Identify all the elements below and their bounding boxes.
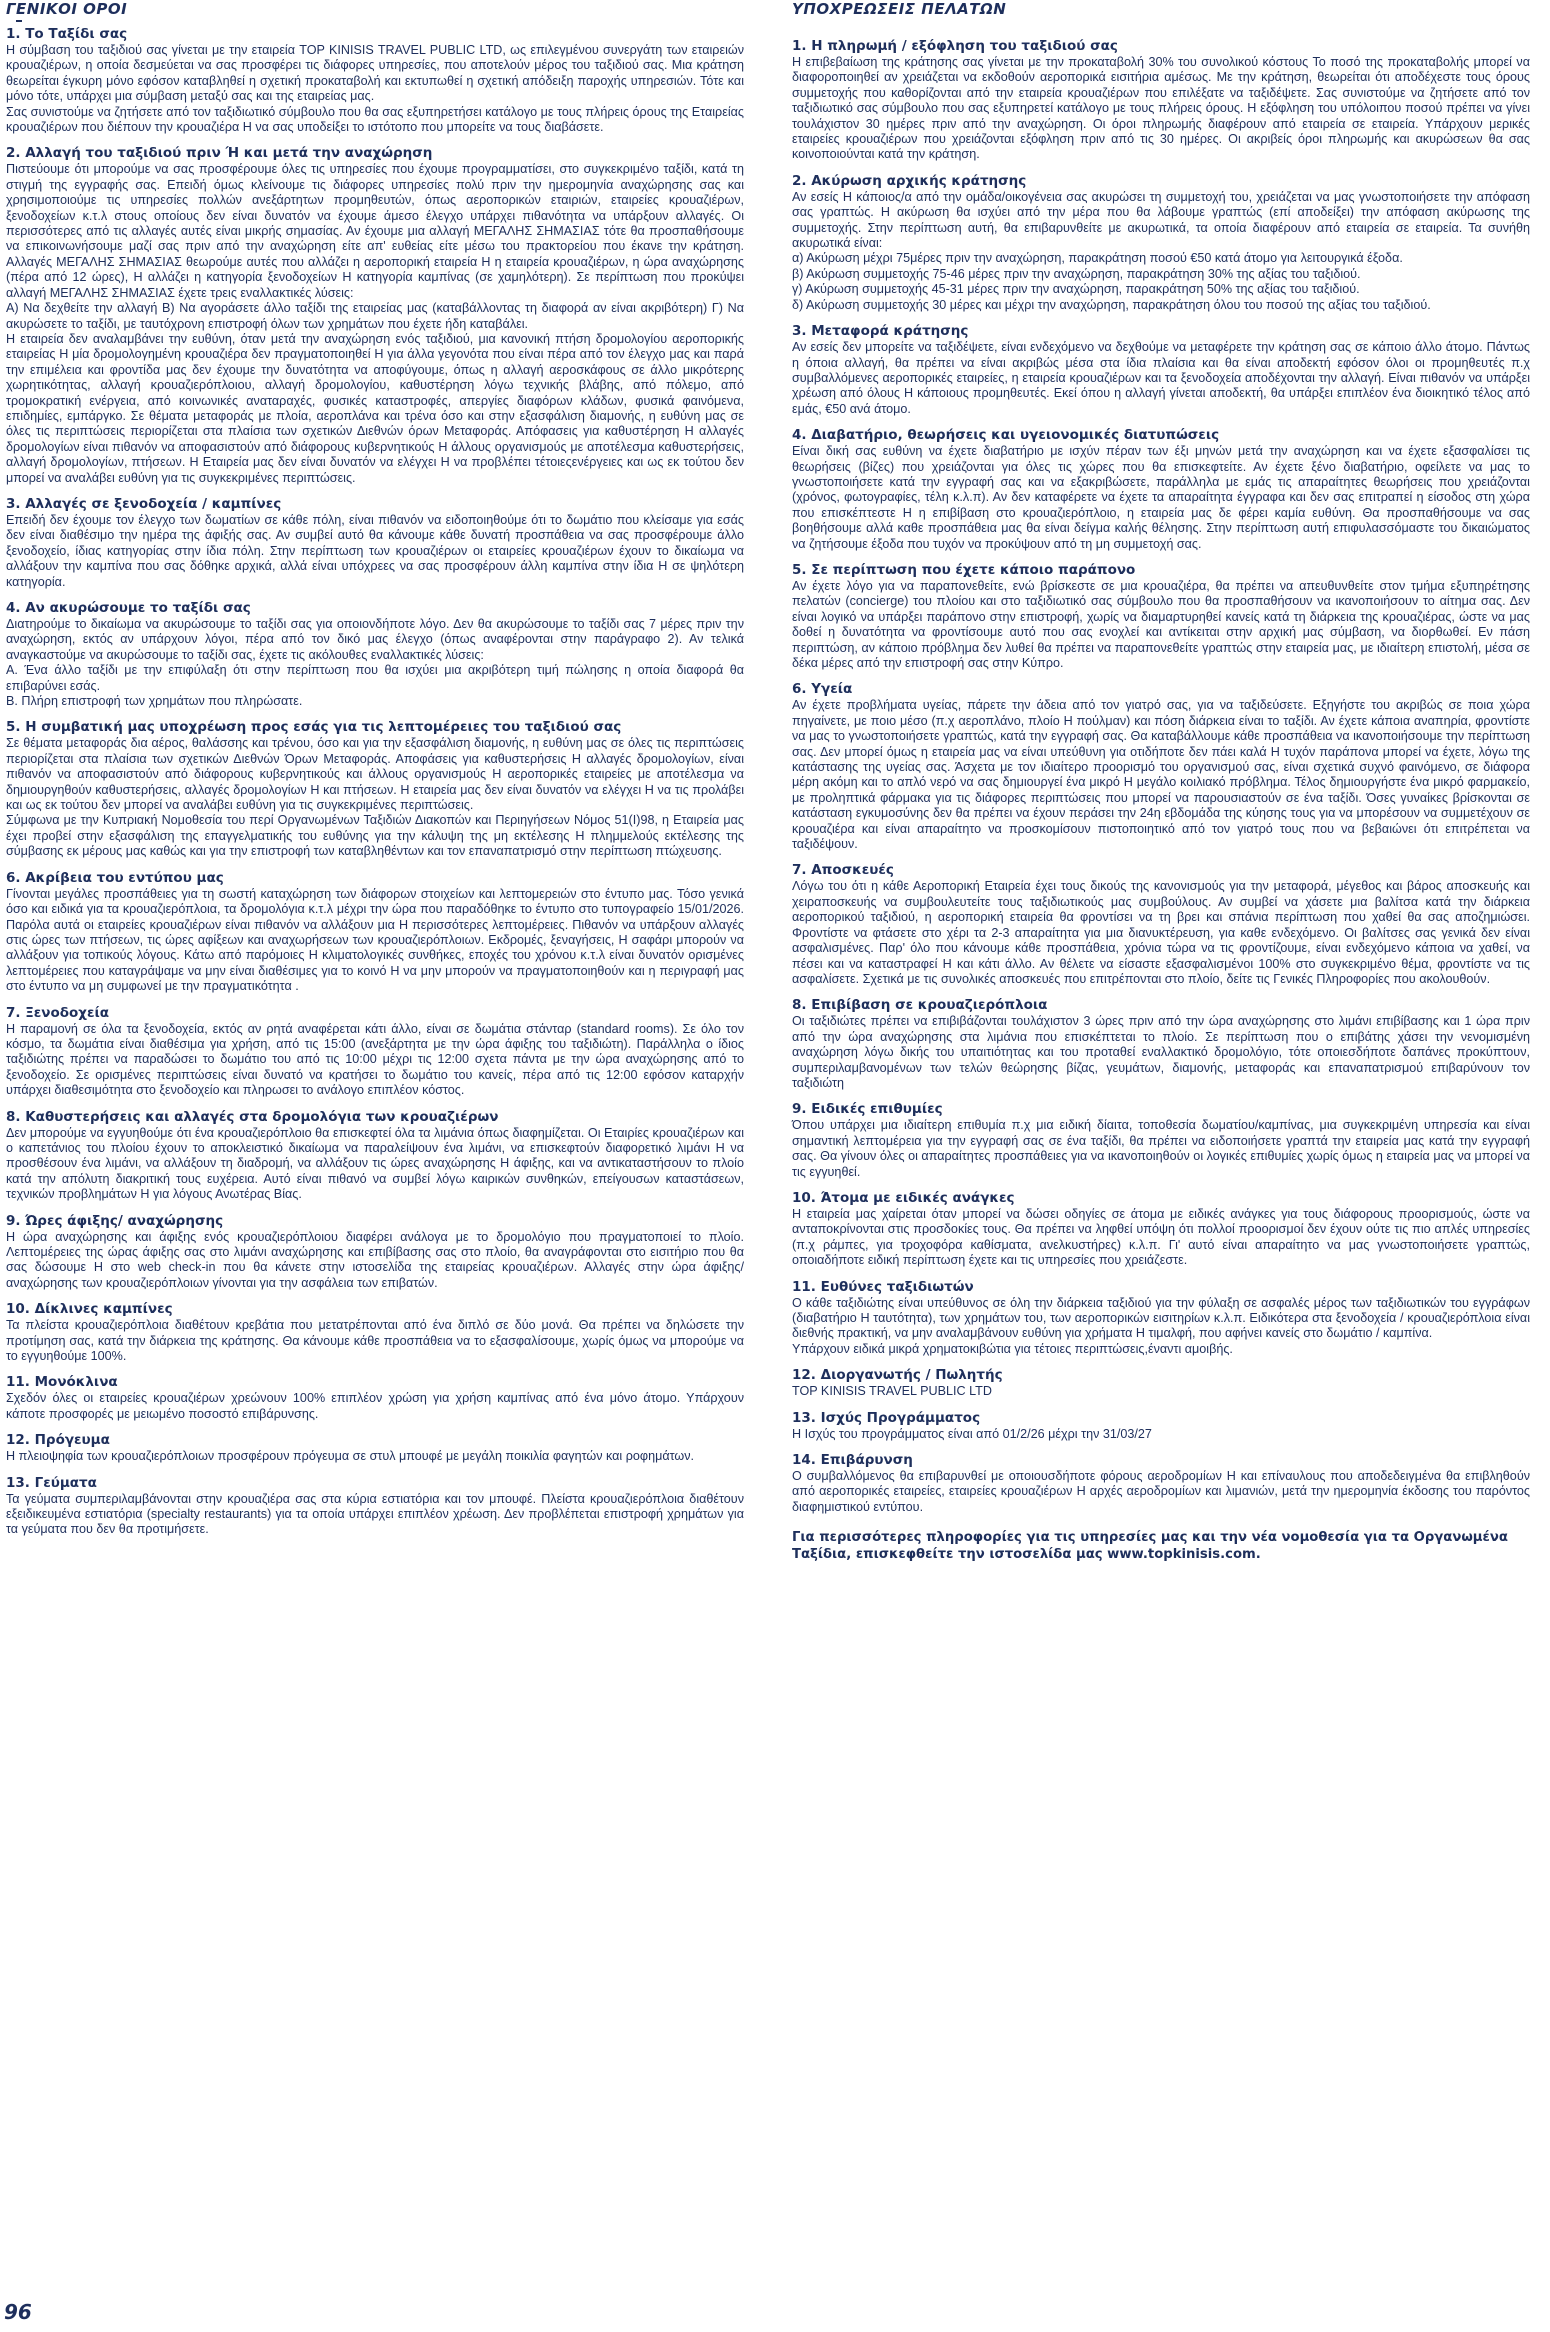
section-body: Η σύμβαση του ταξιδιού σας γίνεται με την εταιρεία TOP KINISIS TRAVEL PUBLIC LTD, ως επιλεγμένου συνεργάτη των εταιρειών κρουαζιέρων, η οποία δεσμεύεται να σας προσφέρει τις διάφορες υπηρεσίες, που αποτελούν μέρος του ταξιδιού σας. Μια κράτηση θεωρείται έγκυρη μόνο εφόσον καταβληθεί η σχετική προκαταβολή και εκτυπωθεί η σχετική απόδειξη παροχής υπηρεσιών. Τότε και μόνο τότε, υπάρχει μια σύμβαση μεταξύ σας και της εταιρείας μας. Σας συνιστούμε να ζητήσετε από τον ταξιδιωτικό σύμβουλο που θα σας εξυπηρετήσει κατάλογο με τους πλήρεις όρους της Εταιρείας κρουαζιέρων που διέπουν την κρουαζιέρα Η να σας υποδείξει το ιστότοπο που μπορείτε να τους διαβάσετε. bbox=[6, 43, 744, 135]
section-title: 10. Άτομα με ειδικές ανάγκες bbox=[792, 1189, 1015, 1206]
general-terms-sections bbox=[6, 26, 744, 1538]
section-body: Τα γεύματα συμπεριλαμβάνονται στην κρουαζιέρα σας στα κύρια εστιατόρια και τον μπουφέ. Πλείστα κρουαζιερόπλοια διαθέτουν εξειδικευμένα εστιατόρια (specialty restaurants) για τα οποία υπάρχει επιπλέον χρέωση. Δεν προβλέπεται επιστροφή χρημάτων για τα γεύματα που δεν θα προτιμήσετε. bbox=[6, 1491, 744, 1537]
section-title: 12. Διοργανωτής / Πωλητής bbox=[792, 1367, 1003, 1384]
section-body: Η πλειοψηφία των κρουαζιερόπλοιων προσφέρουν πρόγευμα σε στυλ μπουφέ με μεγάλη ποικιλία φαγητών και ροφημάτων. bbox=[6, 1449, 695, 1464]
terms-section bbox=[792, 1190, 1530, 1269]
closing-note: Για περισσότερες πληροφορίες για τις υπηρεσίες μας και την νέα νομοθεσία για τα Οργανωμένα Ταξίδια, επισκεφθείτε την ιστοσελίδα μας www.topkinisis.com. bbox=[792, 1530, 1508, 1563]
section-title: 3. Αλλαγές σε ξενοδοχεία / καμπίνες bbox=[6, 495, 282, 512]
section-body: Αν έχετε λόγο για να παραπονεθείτε, ενώ βρίσκεστε σε μια κρουαζιέρα, θα πρέπει να απευθυνθείτε στον τμήμα εξυπηρέτησης πελατών (concierge) του πλοίου και στο ταξιδιωτικό σας σύμβουλο που θα προσπαθήσουν να ικανοποιήσουν το αίτημα σας. Δεν είναι λογικό να υπάρξει παράπονο στην επιστροφή, χωρίς να διαμαρτυρηθεί κανείς κατά τη διάρκεια της κρουαζιέρας, ώστε να μας δοθεί η δυνατότητα να φροντίσουμε αυτό που σας ενοχλεί και αντίκειται στην αρχική μας σύμβαση, να διορθωθεί. Εν πάση περιπτώση, αν κάποιο πρόβλημα δεν λυθεί θα πρέπει να παραπονεθείτε γραπτώς στην εταιρεία μας, με ιδιαίτερη επιστολή, μέσα σε δέκα μέρες από την επιστροφή σας στην Κύπρο. bbox=[792, 578, 1530, 670]
page-number: 96 bbox=[4, 2300, 32, 2324]
section-title: 11. Μονόκλινα bbox=[6, 1374, 118, 1391]
section-body: Αν εσείς δεν μπορείτε να ταξιδέψετε, είναι ενδεχόμενο να δεχθούμε να μεταφέρετε την κράτηση σας σε κάποιο άλλο άτομο. Πάντως η όποια αλλαγή, θα πρέπει να είναι ακριβώς μέσα στα ίδια πλαίσια και θα είναι αποδεκτή εφόσον όλοι οι προμηθευτές π.χ συμβαλλόμενες αεροπορικές εταιρείες, η εταιρεία κρουαζιέρων και τα ξενοδοχεία αποδέχονται την αλλαγή. Είναι πιθανόν να υπάρξει χρέωση από όλους Η κάποιους προμηθευτές. Εκεί όπου η αλλαγή γίνεται αποδεκτή, θα υπάρξει επιπλέον ένα διοικητικό τέλος από εμάς, €50 ανά άτομο. bbox=[792, 340, 1530, 416]
terms-section bbox=[6, 1301, 744, 1364]
section-title: 2. Αλλαγή του ταξιδιού πριν Ή και μετά την αναχώρηση bbox=[6, 145, 433, 162]
section-body: Σε θέματα μεταφοράς δια αέρος, θαλάσσης και τρένου, όσο και για την εξασφάλιση διαμονής, η ευθύνη μας σε όλες τις περιπτώσεις περιορίζεται στα πλαίσια των σχετικών Διεθνών Όρων Μεταφοράς. Αποφάσεις για καθυστερήσεις Η αλλαγές δρομολογίων, είναι πιθανόν να αποφασιστούν από διάφορους κυβερνητικούς και άλλους οργανισμούς Η αεροπορικές εταιρείες με αποτέλεσμα να δημιουργηθούν καθυστερήσεις, αλλαγές δρομολογίων Η και πτήσεων. Η εταιρεία μας δεν είναι δυνατόν να ελέγχει Η να τις προλάβει και ως εκ τούτου δεν μπορεί να αναλάβει ευθύνη για τις συγκεκριμένες περιπτώσεις. Σύμφωνα με την Κυπριακή Νομοθεσία του περί Οργανωμένων Ταξιδιών Διακοπών και Περιηγήσεων Νόμος 51(I)98, η Εταιρεία μας έχει προβεί στην εξασφάλιση της επαγγελματικής του ευθύνης για την κάλυψη της μη εκτέλεσης Η πλημμελούς εκτέλεσης της σύμβασης εκ μέρους μας καθώς και για την επιστροφή των καταβληθέντων και τον επαναπατρισμό στην περίπτωση πτώχευσης. bbox=[6, 736, 744, 859]
terms-section bbox=[6, 496, 744, 590]
section-body: Σχεδόν όλες οι εταιρείες κρουαζιέρων χρεώνουν 100% επιπλέον χρώση για χρήση καμπίνας από ένα μόνο άτομο. Υπάρχουν κάποτε προσφορές με μειωμένο ποσοστό επιβάρυνσης. bbox=[6, 1391, 744, 1421]
terms-section bbox=[6, 870, 744, 995]
section-title: 2. Ακύρωση αρχικής κράτησης bbox=[792, 172, 1027, 189]
terms-section bbox=[792, 173, 1530, 313]
section-body: Λόγω του ότι η κάθε Αεροπορική Εταιρεία έχει τους δικούς της κανονισμούς για την μεταφορά, μέγεθος και βάρος αποσκευής και χειραποσκευής να συμβουλευτείτε τους ταξιδιωτικούς μας συμβούλους. Αν συμβεί να χάσετε μια βαλίτσα κατά την διάρκεια αεροπορικού ταξιδιού, η αεροπορική εταιρεία θα φροντίσει να τη βρει και σπάνια περίπτωση που χαθεί θα σας αποζημιώσει. Φροντίστε να φτάσετε στο χέρι τα 2-3 απαραίτητα για μια διανυκτέρευση, για καθε ενδεχόμενο. Οι βαλίτσες σας γενικά δεν είναι ασφαλισμένες. Παρ' όλο που κάνουμε κάθε προσπάθεια, χρόνια τώρα να τις φροντίζουμε, είναι ενδεχόμενο κάποια να χαθεί, να πέσει και να καταστραφεί Η και κάτι άλλο. Αν θέλετε να είσαστε εξασφαλισμένοι 100% στο συγκεκριμένο θέμα, φροντίστε να τις ασφαλίσετε. Σχετικά με τις συνολικές αποσκευές που επιτρέπονται στο πλοίο, δείτε τις Γενικές Πληροφορίες που ακολουθούν. bbox=[792, 879, 1530, 986]
terms-section bbox=[6, 1432, 744, 1464]
section-title: 3. Μεταφορά κράτησης bbox=[792, 323, 969, 340]
section-title: 9. Ώρες άφιξης/ αναχώρησης bbox=[6, 1212, 224, 1229]
terms-section bbox=[6, 26, 744, 135]
section-title: 13. Γεύματα bbox=[6, 1474, 97, 1491]
section-title: 5. Σε περίπτωση που έχετε κάποιο παράπονο bbox=[792, 561, 1136, 578]
terms-section bbox=[792, 681, 1530, 852]
terms-section bbox=[792, 323, 1530, 417]
terms-section bbox=[6, 1213, 744, 1292]
section-title: 6. Ακρίβεια του εντύπου μας bbox=[6, 869, 224, 886]
section-body: Διατηρούμε το δικαίωμα να ακυρώσουμε το ταξίδι σας για οποιονδήποτε λόγο. Δεν θα ακυρώσουμε το ταξίδι σας 7 μέρες πριν την αναχώρηση, εκτός αν υπάρχουν λόγοι, πέρα από τον δικό μας έλεγχο (όπως αναφέρονται στην παράγραφο 2). Αν τελικά αναγκαστούμε να ακυρώσουμε το ταξίδι σας, έχετε τις ακόλουθες εναλλακτικές λύσεις: Α. Ένα άλλο ταξίδι με την επιφύλαξη ότι στην περίπτωση που θα ισχύει μια ακριβότερη τιμή πώλησης η οποία διαφορά θα επιβαρύνει εσάς. Β. Πλήρη επιστροφή των χρημάτων που πληρώσατε. bbox=[6, 617, 744, 709]
section-title: 11. Ευθύνες ταξιδιωτών bbox=[792, 1278, 974, 1295]
section-title: 8. Επιβίβαση σε κρουαζιερόπλοια bbox=[792, 997, 1048, 1014]
section-body: Όπου υπάρχει μια ιδιαίτερη επιθυμία π.χ μια ειδική δίαιτα, τοποθεσία δωματίου/καμπίνας, μια συγκεκριμένη υπηρεσία και είναι σημαντική λεπτομέρεια για την εγγραφή σας σε ένα ταξίδι, θα πρέπει να ειδοποιήσετε γραπτά την εταιρεία μας κατά την εγγραφή σας. Θα γίνουν όλες οι απαραίτητες προσπάθειες για να ικανοποιηθούν οι λογικές επιθυμίες χωρίς όμως η εταιρεία μας να μπορεί να τις εγγυηθεί. bbox=[792, 1118, 1530, 1179]
section-body: Ο συμβαλλόμενος θα επιβαρυνθεί με οποιουσδήποτε φόρους αεροδρομίων Η και επίναυλους που αποδεδειγμένα θα επιβληθούν από αεροπορικές εταιρείες, εταιρείες κρουαζιέρων Η αρχές αεροδρομίων και λιμανιών, μετά την ημερομηνία έκδοσης του παρόντος διαφημιστικού εντύπου. bbox=[792, 1469, 1530, 1514]
heading-accent-mark bbox=[16, 20, 22, 22]
terms-section bbox=[792, 1410, 1530, 1442]
section-title: 7. Ξενοδοχεία bbox=[6, 1004, 110, 1021]
terms-section bbox=[6, 145, 744, 486]
customer-obligations-heading: ΥΠΟΧΡΕΩΣΕΙΣ ΠΕΛΑΤΩΝ bbox=[792, 0, 1007, 18]
section-body: Πιστεύουμε ότι μπορούμε να σας προσφέρουμε όλες τις υπηρεσίες που έχουμε προγραμματίσει, στο συγκεκριμένο ταξίδι, κατά τη στιγμή της εγγραφής σας. Επειδή όμως κλείνουμε τις διάφορες υπηρεσίες πολύ πριν την ημερομηνία αναχώρησης σας και χρησιμοποιούμε τις υπηρεσίες πολλών ανεξάρτητων προμηθευτών, όπως αεροπορικών εταιριών, εταιρείες κρουαζιέρων, ξενοδοχείων κ.τ.λ στους οποίους δεν είναι δυνατόν να έχουμε άμεσο έλεγχο υπάρχει πιθανότητα να υπάρξουν αλλαγές. Οι περισσότερες από τις αλλαγές αυτές είναι μικρής σημασίας. Αν έχουμε μια αλλαγή ΜΕΓΑΛΗΣ ΣΗΜΑΣΙΑΣ τότε θα προσπαθήσουμε να επικοινωνήσουμε μαζί σας πριν από την αναχώρηση είτε απ' ευθείας είτε μέσω του πρακτορείου που έκανε την κράτηση. Αλλαγές ΜΕΓΑΛΗΣ ΣΗΜΑΣΙΑΣ θεωρούμε αυτές που αλλάζει η αεροπορική εταιρεία Η η εταιρεία κρουαζιέρων, η ώρα αναχώρησης (πέρα από 12 ώρες), Η αλλάζει η κατηγορία ξενοδοχείων Η κατηγορία καμπίνας (σε χαμηλότερη). Σε περίπτωση που προκύψει αλλαγή ΜΕΓΑΛΗΣ ΣΗΜΑΣΙΑΣ έχετε τρεις εναλλακτικές λύσεις: Α) Να δεχθείτε την αλλαγή Β) Να αγοράσετε άλλο ταξίδι της εταιρείας μας (καταβάλλοντας τη διαφορά αν είναι ακριβότερη) Γ) Να ακυρώσετε το ταξίδι, με ταυτόχρονη επιστροφή όλων των χρημάτων που έχετε ήδη καταβάλει. Η εταιρεία δεν αναλαμβάνει την ευθύνη, όταν μετά την αναχώρηση ενός ταξιδιού, μια κανονική πτήση δρομολογίου αεροπορικής εταιρείας Η μία δρομολογημένη κρουαζιέρα δεν πραγματοποιηθεί Η για άλλα γεγονότα που είναι πέρα από τον έλεγχο μας και παρά την επιμέλεια και φροντίδα μας δεν έχουμε την δυνατότητα να αποφύγουμε, όπως η αλλαγή αεροσκάφους σε άλλο μικρότερης χωρητικότητας, αλλαγή κρουαζιερόπλοιου, αλλαγή δρομολογίου, καθυστέρηση λόγω τεχνικής βλάβης, από πόλεμο, από τρομοκρατική ενέργεια, από κοινωνικές αναταραχές, φυσικές καταστροφές, απεργίες διαφόρων κλάδων, φυσικά φαινόμενα, επιδημίες, εμπάργκο. Σε θέματα μεταφοράς με πλοία, αεροπλάνα και τρένα όσο και στην εξασφάλιση διαμονής, η ευθύνη μας σε όλες τις περιπτώσεις περιορίζεται στα πλαίσια των σχετικών Διεθνών όρων Μεταφοράς. Απόφασεις για καθυστέρηση Η αλλαγές δρομολογίων είναι πιθανόν να αποφασιστούν από διάφορους κυβερνητικούς Η άλλους οργανισμούς με αποτέλεσμα καθυστερήσεις, αλλαγή δρομολογίων, πτήσεων. Η Εταιρεία μας δεν είναι δυνατόν να ελέγχει Η να προβλέπει τέτοιεςενέργειες και ως εκ τούτου δεν μπορεί να αναλάβει ευθύνη για τις συγκεκριμένες περιπτώσεις. bbox=[6, 162, 744, 485]
section-body: Η παραμονή σε όλα τα ξενοδοχεία, εκτός αν ρητά αναφέρεται κάτι άλλο, είναι σε δωμάτια στάνταρ (standard rooms). Σε όλο τον κόσμο, τα δωμάτια είναι διαθέσιμα για χρήση, από τις 15:00 (ανεξάρτητα με την ώρα άφιξης του ταξιδιώτη). Παράλληλα ο ίδιος ταξιδιώτης πρέπει να παραδώσει το δωμάτιο του από τις 10:00 μέχρι τις 12:00 σχετα πάντα με την ώρα αναχώρησης από το ξενοδοχείο. Σε ορισμένες περιπτώσεις είναι δυνατό να κρατήσει το δωμάτιο του κανείς, πέρα από τις 12:00 εφόσον καταρχήν υπάρχει διαθεσιμότητα στο ξενοδοχείο και πληρωσει το ανάλογο επιπλέον κόστος. bbox=[6, 1021, 744, 1098]
customer-obligations-sections bbox=[792, 38, 1530, 1515]
section-body: Ο κάθε ταξιδιώτης είναι υπεύθυνος σε όλη την διάρκεια ταξιδιού για την φύλαξη σε ασφαλές μέρος των ταξιδιωτικών του εγγράφων (διαβατήριο Η ταυτότητα), των χρημάτων του, των αεροπορικών εισιτηρίων κ.λ.π. Ειδικότερα στα ξενοδοχεία / κρουαζιερόπλοια είναι διεθνής πρακτική, να μην αναλαμβάνουν ευθύνη για χρήματα Η τιμαλφή, που αφήνει κανείς στο δωμάτιο / καμπίνα. Υπάρχουν ειδικά μικρά χρηματοκιβώτια για τέτοιες περιπτώσεις,έναντι αμοιβής. bbox=[792, 1295, 1530, 1356]
section-body: Η Ισχύς του προγράμματος είναι από 01/2/26 μέχρι την 31/03/27 bbox=[792, 1426, 1152, 1441]
terms-section bbox=[6, 1374, 744, 1422]
section-body: Η εταιρεία μας χαίρεται όταν μπορεί να δώσει οδηγίες σε άτομα με ειδικές ανάγκες για τους διάφορους προορισμούς, ώστε να ανταποκρίνονται στις προσδοκίες τους. Θα πρέπει να ληφθεί υπόψη ότι πολλοί προορισμοί δεν έχουν ούτε τις πιο απλές υπηρεσίες (π.χ ράμπες, για τροχοφόρα καθίσματα, ανελκυστήρες) κ.λ.π. Γι' αυτό είναι απαραίτητο να μας γνωστοποιήσετε γραπτώς, οποιαδήποτε ειδική περίπτωση έχετε και τις υπηρεσίες που χρειάζεστε. bbox=[792, 1206, 1530, 1268]
section-title: 4. Αν ακυρώσουμε το ταξίδι σας bbox=[6, 600, 251, 616]
section-body: Αν έχετε προβλήματα υγείας, πάρετε την άδεια από τον γιατρό σας, για να ταξιδεύσετε. Εξηγήστε του ακριβώς σε ποια χώρα πηγαίνετε, με ποιο μέσο (π.χ αεροπλάνο, πλοίο Η πούλμαν) και πόση διάρκεια είναι το ταξίδι. Αν έχετε κάποια αναπηρία, φροντίστε να μας το γνωστοποιήσετε γραπτώς, κατά την εγγραφή σας. Θα καταβάλλουμε κάθε προσπάθεια να ικανοποιήσουμε την περίπτωση σας. Δεν μπορεί όμως η εταιρεία μας να είναι υπεύθυνη για οτιδήποτε δεν πάει καλά Η τυχόν παράπονα μπορεί να έχετε, λόγω της κατάστασης της υγείας σας. Άσχετα με τον ιδιαίτερο προορισμό του οργανισμού σας, είναι σχετικά συχνό φαινόμενο, σε διάφορα μέρη ακόμη και το απλό νερό να σας δημιουργεί ένα μικρό Η μεγάλο κοιλιακό πρόβλημα. Τέλος δημιουργήστε ένα μικρό φαρμακείο, με προληπτικά φάρμακα για τις διάφορες περιπτώσεις που μπορεί να παρουσιαστούν σε ένα ταξίδι. Όσες γυναίκες βρίσκονται σε κατάσταση εγκυμοσύνης δεν θα πρέπει να έχουν περάσει την 24η εβδομάδα της κύησης τους για να μπορέσουν να συμμετέχουν σε κρουαζιέρα και είναι απαραίτητο να προσκομίσουν πιστοποιητικό από τον γιατρό τους που να βεβαιώνει ότι επιτρέπεται να ταξιδέψουν. bbox=[792, 698, 1530, 852]
terms-section bbox=[792, 38, 1530, 163]
section-title: 8. Καθυστερήσεις και αλλαγές στα δρομολόγια των κρουαζιέρων bbox=[6, 1108, 499, 1125]
section-title: 7. Αποσκευές bbox=[792, 862, 894, 879]
general-terms-column bbox=[6, 0, 744, 1538]
section-body: Η ώρα αναχώρησης και άφιξης ενός κρουαζιερόπλοιου διαφέρει ανάλογα με το δρομολόγιο που πραγματοποιεί το πλοίο. Λεπτομέρειες της ώρας άφιξης σας στο λιμάνι αναχώρησης και επιβίβασης σας στο πλοίο, θα αναγράφονται στο εισιτήριο που θα σας δώσουμε Η στο web check-in που θα κάνετε στην ιστοσελίδα της εταιρείας κρουαζιέρων. Αλλαγές στην ώρα άφιξης/αναχώρησης των κρουαζιερόπλοιων γίνονται για την ασφάλεια των επιβατών. bbox=[6, 1229, 744, 1290]
general-terms-heading: ΓΕΝΙΚΟΙ ΟΡΟΙ bbox=[6, 0, 128, 18]
section-body: Επειδή δεν έχουμε τον έλεγχο των δωματίων σε κάθε πόλη, είναι πιθανόν να ειδοποιηθούμε ότι το δωμάτιο που κλείσαμε για εσάς δεν είναι διαθέσιμο την ημέρα της άφιξής σας. Αν συμβεί αυτό θα κάνουμε κάθε δυνατή προσπάθεια να σας προσφέρουμε άλλο ξενοδοχείο, ίδιας κατηγορίας στην ίδια πόλη. Στην περίπτωση των κρουαζιέρων οι εταιρείες κρουαζιέρων έχουν το δικαίωμα να αλλάξουν την καμπίνα που σας δόθηκε αρχικά, αλλά είναι υπόχρεες να σας προσφέρουν άλλη καμπίνα στην ίδια Η σε ψηλότερη κατηγορία. bbox=[6, 512, 744, 589]
section-title: 6. Υγεία bbox=[792, 681, 853, 698]
terms-section bbox=[792, 1279, 1530, 1358]
section-body: Αν εσείς Η κάποιος/α από την ομάδα/οικογένεια σας ακυρώσει τη συμμετοχή του, χρειάζεται να μας γνωστοποιήσετε την απόφαση σας γραπτώς. Η ακύρωση θα ισχύει από την μέρα που θα λάβουμε γραπτώς (επί αποδείξει) την απόφαση ακύρωσης της συμμετοχής. Στην περίπτωση αυτή, θα επιβαρυνθείτε με ακυρωτικά, τα οποία διαφέρουν από εταιρεία σε εταιρεία. Τα συνήθη ακυρωτικά είναι: α) Ακύρωση μέχρι 75μέρες πριν την αναχώρηση, παρακράτηση ποσού €50 κατά άτομο για λειτουργικά έξοδα. β) Ακύρωση συμμετοχής 75-46 μέρες πριν την αναχώρηση, παρακράτηση 30% της αξίας του ταξιδιού. γ) Ακύρωση συμμετοχής 45-31 μέρες πριν την αναχώρηση, παρακράτηση 50% της αξίας του ταξιδιού. δ) Ακύρωση συμμετοχής 30 μέρες και μέχρι την αναχώρηση, παρακράτηση όλου του ποσού της αξίας του ταξιδιού. bbox=[792, 189, 1530, 312]
section-title: 13. Ισχύς Προγράμματος bbox=[792, 1409, 981, 1426]
section-title: 10. Δίκλινες καμπίνες bbox=[6, 1301, 173, 1318]
section-body: Η επιβεβαίωση της κράτησης σας γίνεται με την προκαταβολή 30% του συνολικού κόστους Το ποσό της προκαταβολής μπορεί να διαφοροποιηθεί αν χρειάζεται να εκδοθούν αεροπορικά εισιτήρια αμέσως. Με την κράτηση, θεωρείται ότι αποδέχεστε τους όρους συμμετοχής που καθορίζονται από την εταιρεία κρουαζιέρων που επιλέξατε να ταξιδέψετε. Σας συνιστούμε να ζητήσετε από τον ταξιδιωτικό σας σύμβουλο που σας εξυπηρετεί κατάλογο με τους πλήρεις όρους. Η εξόφληση του υπόλοιπου ποσού πρέπει να γίνει τουλάχιστον 30 ημέρες πριν από την αναχώρηση. Οι όροι πληρωμής διαφέρουν από εταιρεία σε εταιρεία. Υπάρχουν μερικές εταιρείες κρουαζιέρων που χρειάζονται εξόφληση πριν από τις 30 ημέρες. Οι ακριβείς όροι πληρωμής και ακυρώσεων θα σας κοινοποιούνται κατά την κράτηση. bbox=[792, 55, 1530, 162]
terms-section bbox=[792, 1367, 1530, 1399]
section-body: Γίνονται μεγάλες προσπάθειες για τη σωστή καταχώρηση των διάφορων στοιχείων και λεπτομερειών στο έντυπο μας. Τόσο γενικά όσο και ειδικά για τα κρουαζιερόπλοια, τα δρομολόγια κ.τ.λ μέχρι την ώρα που παραδόθηκε το έντυπο στο τυπογραφείο 15/01/2026. Παρόλα αυτά οι εταιρείες κρουαζιέρων είναι πιθανόν να αλλάξουν μια Η περισσότερες λεπτομέρειες. Πιθανόν να υπάρξουν αλλαγές στις ώρες των πτήσεων, τις ώρες αφίξεων και αναχωρήσεων των κρουαζιερόπλοιων. Εκδρομές, ξεναγήσεις, Η σαφάρι μπορούν να αλλάξουν για τοπικούς λόγους. Κάτω από παρόμοιες Η κλιματολογικές συνθήκες, εποχές του χρόνου κ.τ.λ είναι δυνατόν ορισμένες λεπτομέρειες που καταγράψαμε να μην είναι διαθέσιμες για το κοινό Η να μην μπορούν να πραγματοποιηθούν και η περιγραφή μας στο έντυπο να μη συμφωνεί με την πραγματικότητα . bbox=[6, 886, 744, 994]
section-title: 14. Επιβάρυνση bbox=[792, 1452, 913, 1469]
section-title: 1. Η πληρωμή / εξόφληση του ταξιδιού σας bbox=[792, 38, 1118, 54]
section-body: Είναι δική σας ευθύνη να έχετε διαβατήριο με ισχύν πέραν των έξι μηνών μετά την αναχώρηση και να έχετε εξασφαλίσει τις θεωρήσεις (βίζες) που χρειάζονται για όλες τις χώρες που θα επισκεφτείτε. Αν έχετε ξένο διαβατήριο, οφείλετε να μας το γνωστοποιήσετε κατά την εγγραφή σας και να εξακριβώσετε, παράλληλα με εμάς τις απαραίτητες θεωρήσεις που χρειάζονται (χρόνος, φωτογραφίες, τέλη κ.λ.π). Αν δεν καταφέρετε να έχετε τα απαραίτητα έγγραφα και δεν σας επιτραπεί η είσοδος στη χώρα που επισκέπτεστε Η η επιβίβαση στο κρουαζιερόπλοιο, η εταιρεία μας δε φέρει καμία ευθύνη. Θα προσπαθήσουμε να σας βοηθήσουμε αλλά καθε προσπάθεια μας θα είναι δείγμα καλής θέλησης. Στην περίπτωση αυτή επιφυλασσόμαστε του δικαιώματος να ζητήσουμε έξοδα που τυχόν να προκύψουν από τη μη συμμετοχή σας. bbox=[792, 444, 1530, 551]
customer-obligations-column bbox=[792, 0, 1530, 1563]
terms-section bbox=[792, 562, 1530, 671]
section-body: TOP KINISIS TRAVEL PUBLIC LTD bbox=[792, 1384, 992, 1399]
section-title: 9. Ειδικές επιθυμίες bbox=[792, 1101, 943, 1118]
terms-section bbox=[792, 862, 1530, 987]
terms-section bbox=[792, 427, 1530, 552]
terms-section bbox=[6, 1109, 744, 1203]
section-title: 12. Πρόγευμα bbox=[6, 1432, 110, 1449]
section-body: Οι ταξιδιώτες πρέπει να επιβιβάζονται τουλάχιστον 3 ώρες πριν από την ώρα αναχώρησης στο λιμάνι επιβίβασης και 1 ώρα πριν από την ώρα αναχώρησης στα λιμάνια που επισκέπτεται το πλοίο. Σε περίπτωση που ο επιβάτης χάσει την νενομισμένη αναχώρηση λόγω δικής του υπαιτιότητας και του προταθεί εναλλακτικό δρομολόγιο, τότε οποιεσδήποτε δαπάνες προκύπτουν, συμπεριλαμβανομένων των τελών θεώρησης βίζας, γευμάτων, διαμονής, μεταφοράς και επαναπατρισμού επιβαρύνουν τον ταξιδιώτη bbox=[792, 1014, 1530, 1090]
section-title: 5. Η συμβατική μας υποχρέωση προς εσάς για τις λεπτομέρειες του ταξιδιού σας bbox=[6, 719, 622, 736]
section-body: Τα πλείστα κρουαζιερόπλοια διαθέτουν κρεβάτια που μετατρέπονται από ένα διπλό σε δύο μονά. Θα πρέπει να δηλώσετε την προτίμηση σας, κατά την διάρκεια της κράτησης. Θα κάνουμε κάθε προσπάθεια να το εξασφαλίσουμε, χωρίς όμως να μπορούμε να το εγγυηθούμε 100%. bbox=[6, 1318, 744, 1364]
terms-section bbox=[6, 600, 744, 709]
terms-section bbox=[792, 997, 1530, 1091]
section-body: Δεν μπορούμε να εγγυηθούμε ότι ένα κρουαζιερόπλοιο θα επισκεφτεί όλα τα λιμάνια όπως διαφημίζεται. Οι Εταιρίες κρουαζιέρων και ο καπετάνιος του πλοίου έχουν το αποκλειστικό δικαίωμα να παραλείψουν ένα λιμάνι, να επισκεφτούν διαφορετικό λιμάνι Η να προσθέσουν ένα λιμάνι, να αλλάξουν τη διαδρομή, να αλλάξουν τις ώρες αναχώρησης Η άφιξης, και να αντικαταστήσουν το πλοίο κατά την απόλυτη διακριτική τους ευχέρεια. Αυτό είναι πιθανό να συμβεί λόγω καιρικών συνθηκών, επείγουσων καταστάσεων, τεχνικών προβλημάτων Η για λόγους Ανωτέρας Βίας. bbox=[6, 1125, 744, 1202]
section-title: 4. Διαβατήριο, θεωρήσεις και υγειονομικές διατυπώσεις bbox=[792, 427, 1220, 444]
terms-section bbox=[6, 1005, 744, 1099]
terms-section bbox=[792, 1101, 1530, 1180]
section-title: 1. Το Ταξίδι σας bbox=[6, 26, 128, 42]
terms-section bbox=[6, 719, 744, 859]
terms-section bbox=[6, 1475, 744, 1538]
terms-section bbox=[792, 1452, 1530, 1515]
